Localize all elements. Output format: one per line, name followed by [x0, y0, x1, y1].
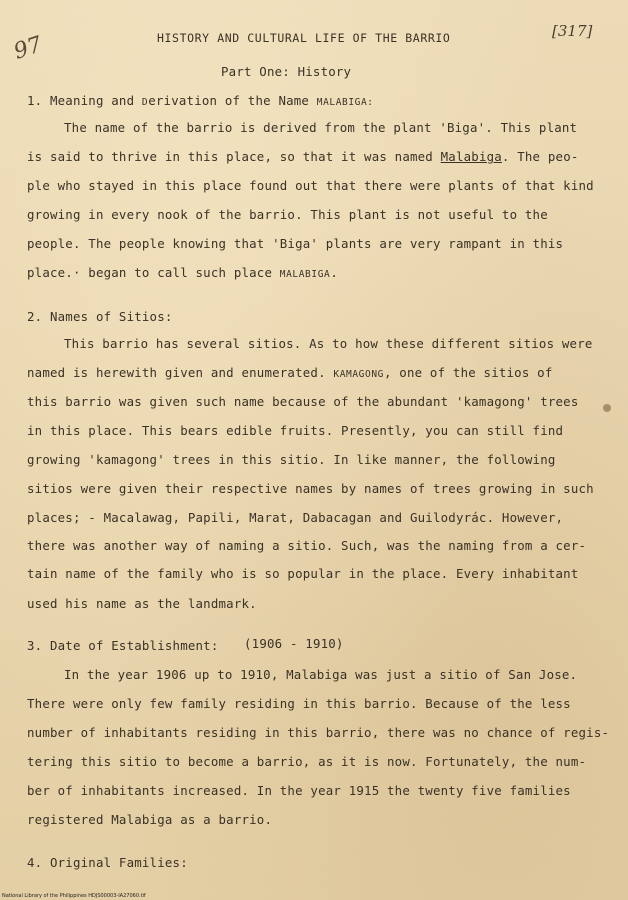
handwritten-mark: 97	[10, 32, 46, 65]
paragraph-line: growing 'kamagong' trees in this sitio. In like manner, the following	[27, 452, 556, 467]
paragraph-line: number of inhabitants residing in this barrio, there was no chance of regis-	[27, 725, 610, 740]
paragraph-line: in this place. This bears edible fruits. Presently, you can still find	[27, 423, 564, 438]
paragraph-line: In the year 1906 up to 1910, Malabiga was just a sitio of San Jose.	[64, 667, 578, 682]
paragraph-line: tain name of the family who is so popular in the place. Every inhabitant	[27, 566, 579, 581]
paragraph-line: place.· began to call such place MALABIGA.	[27, 265, 339, 280]
establishment-dates: (1906 - 1910)	[244, 636, 344, 651]
section-1-heading: 1. Meaning and Derivation of the Name MALABIGA:	[27, 93, 374, 108]
paragraph-line: named is herewith given and enumerated. KAMAGONG, one of the sitios of	[27, 365, 553, 380]
paragraph-line: tering this sitio to become a barrio, as it is now. Fortunately, the num-	[27, 754, 587, 769]
paragraph-line: This barrio has several sitios. As to how these different sitios were	[64, 336, 593, 351]
section-3-heading: 3. Date of Establishment:	[27, 638, 219, 653]
paragraph-line: ber of inhabitants increased. In the year 1915 the twenty five families	[27, 783, 571, 798]
paragraph-line: growing in every nook of the barrio. This plant is not useful to the	[27, 207, 548, 222]
archive-footer: National Library of the Philippines HDJS00003-IA27060.tif	[2, 893, 146, 899]
paragraph-line: there was another way of naming a sitio. Such, was the naming from a cer-	[27, 538, 587, 553]
document-title: HISTORY AND CULTURAL LIFE OF THE BARRIO	[157, 31, 451, 45]
paragraph-line: people. The people knowing that 'Biga' plants are very rampant in this	[27, 236, 564, 251]
paragraph-line: this barrio was given such name because of the abundant 'kamagong' trees	[27, 394, 579, 409]
paragraph-line: used his name as the landmark.	[27, 596, 257, 611]
paragraph-line: ple who stayed in this place found out that there were plants of that kind	[27, 178, 594, 193]
section-2-heading: 2. Names of Sitios:	[27, 309, 173, 324]
paragraph-line: is said to thrive in this place, so that it was named Malabiga. The peo-	[27, 149, 579, 164]
paragraph-line: There were only few family residing in this barrio. Because of the less	[27, 696, 571, 711]
paragraph-line: registered Malabiga as a barrio.	[27, 812, 273, 827]
page-number: [317]	[552, 22, 593, 40]
section-4-heading: 4. Original Families:	[27, 855, 188, 870]
paragraph-line: places; - Macalawag, Papili, Marat, Dabacagan and Guilodyrác. However,	[27, 510, 564, 525]
paragraph-line: sitios were given their respective names by names of trees growing in such	[27, 481, 594, 496]
ink-smudge	[603, 404, 611, 412]
paragraph-line: The name of the barrio is derived from the plant 'Biga'. This plant	[64, 120, 578, 135]
part-heading: Part One: History	[221, 64, 352, 79]
